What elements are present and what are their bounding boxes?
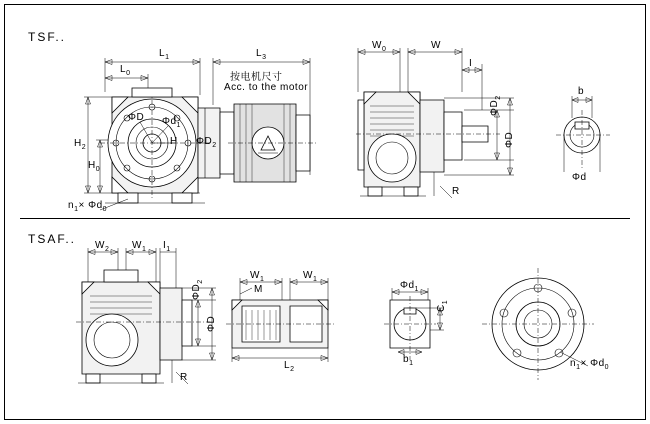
dim-label-phi-d: Φd xyxy=(572,172,587,183)
title-tsaf: TSAF.. xyxy=(28,232,77,246)
dim-label-H2: $H_2$ xyxy=(74,138,87,151)
dim-label-H0: $H_0$ xyxy=(88,160,101,173)
dim-label-phi-d1-front: $\Phi d_1$ xyxy=(162,116,181,129)
dim-label-C1: $C_1$ xyxy=(436,299,449,312)
dim-label-phi-D2-tsaf: $\Phi D_2$ xyxy=(191,279,204,300)
dim-label-W0: $W_0$ xyxy=(372,40,387,53)
dim-label-phi-D-front: ΦD xyxy=(128,112,145,123)
dim-label-phi-D-side: ΦD xyxy=(504,131,515,148)
dim-label-W1-front: $W_1$ xyxy=(132,240,147,253)
note-motor-cn: 按电机尺寸 xyxy=(230,72,283,83)
dim-label-W2: $W_2$ xyxy=(95,240,110,253)
title-tsf: TSF.. xyxy=(28,30,67,44)
dim-label-R2: R xyxy=(180,372,188,383)
dim-label-H: H xyxy=(170,136,178,147)
note-holes-2: $n_1\times \Phi d_0$ xyxy=(570,358,610,371)
dim-label-L2: $L_2$ xyxy=(284,360,295,373)
dim-label-b: b xyxy=(578,86,585,97)
dim-label-L1: $L_1$ xyxy=(159,48,170,61)
dim-label-phi-D2-front: $\Phi D_2$ xyxy=(196,136,217,149)
dim-label-b1: $b_1$ xyxy=(403,354,414,367)
dim-label-W1-top-left: $W_1$ xyxy=(250,270,265,283)
dim-label-L3: $L_3$ xyxy=(256,48,267,61)
dim-label-L0: $L_0$ xyxy=(120,64,131,77)
dim-label-W: W xyxy=(431,40,441,51)
dim-label-R1: R xyxy=(452,186,460,197)
dim-label-phi-d1: $\Phi d_1$ xyxy=(400,280,419,293)
dim-label-I: I xyxy=(469,58,473,69)
dim-label-I1: $I_1$ xyxy=(163,240,171,253)
dim-label-M: M xyxy=(254,284,263,295)
dim-label-phi-D-tsaf: ΦD xyxy=(206,315,217,332)
dim-label-W1-top-right: $W_1$ xyxy=(303,270,318,283)
note-holes-1: $n_1\times \Phi d_0$ xyxy=(68,200,108,213)
dim-label-phi-D2-side: $\Phi D_2$ xyxy=(489,95,502,116)
note-motor-en: Acc. to the motor xyxy=(224,82,309,93)
